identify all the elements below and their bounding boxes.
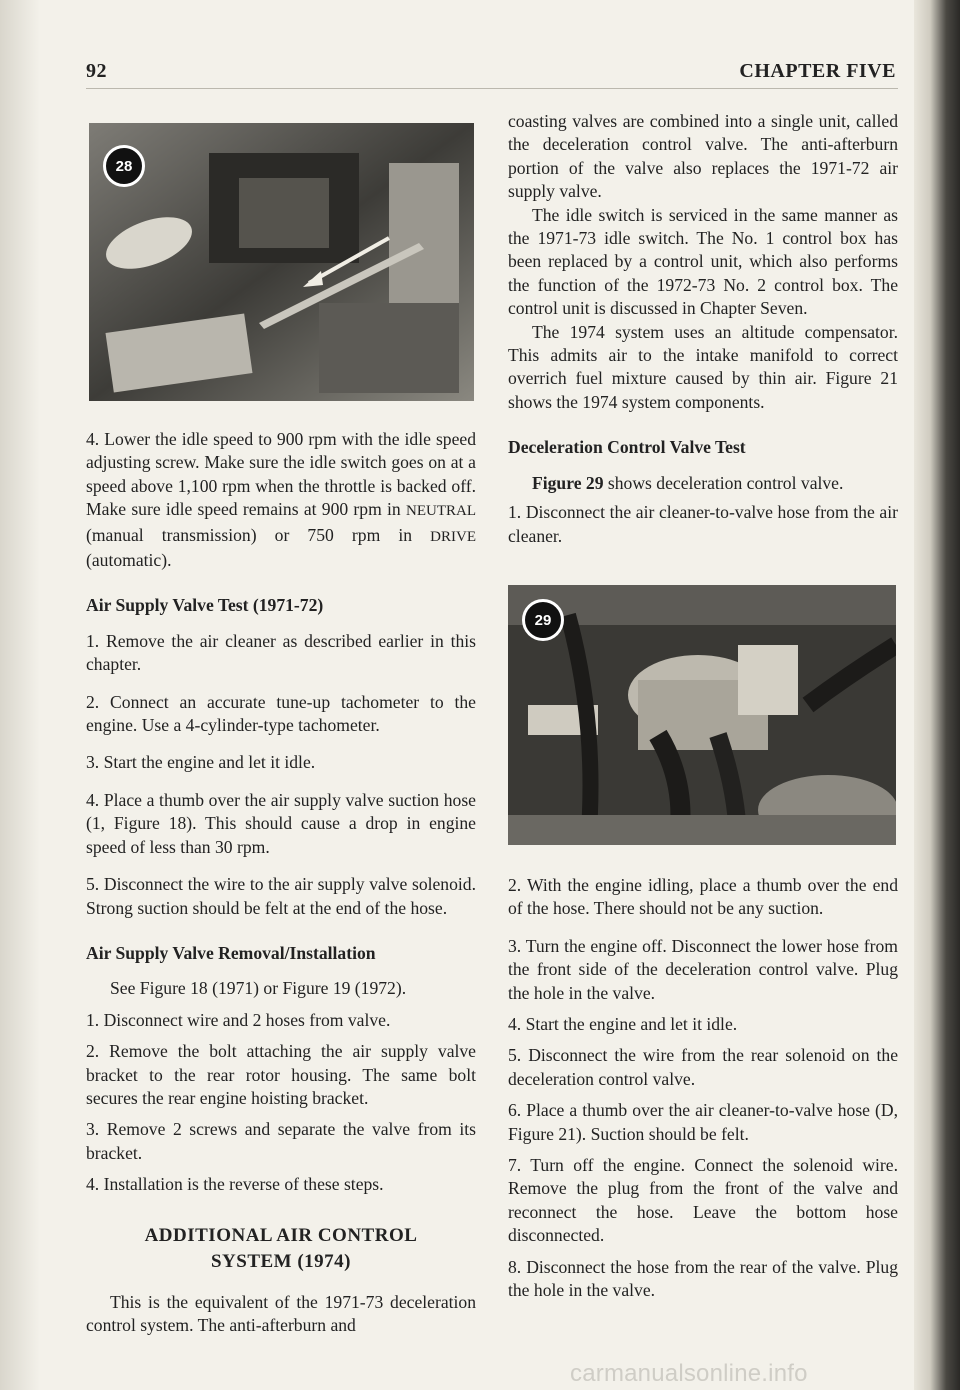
paragraph-figure-29-ref bbox=[508, 472, 898, 495]
figure-29-ref-rest: shows deceleration control valve. bbox=[603, 472, 844, 493]
heading-deceleration-test: Deceleration Control Valve Test bbox=[508, 437, 746, 458]
decel-step: 2. With the engine idling, place a thumb over the end of the hose. There should not be any suction. bbox=[508, 875, 898, 919]
right-column-continued bbox=[508, 874, 898, 1317]
neutral-smallcaps: NEUTRAL bbox=[406, 503, 476, 520]
page-edge-shadow bbox=[914, 0, 960, 1390]
watermark: carmanualsonline.info bbox=[570, 1360, 808, 1387]
test-step: 3. Start the engine and let it idle. bbox=[86, 752, 316, 773]
drive-smallcaps: DRIVE bbox=[430, 528, 476, 545]
paragraph-equivalent: This is the equivalent of the 1971-73 deceleration control system. The anti-afterburn and bbox=[86, 1291, 476, 1335]
test-step: 5. Disconnect the wire to the air supply valve solenoid. Strong suction should be felt at the end of the hose. bbox=[86, 874, 476, 918]
header-divider bbox=[86, 88, 898, 89]
decel-step: 5. Disconnect the wire from the rear solenoid on the deceleration control valve. bbox=[508, 1045, 898, 1089]
figure-29-badge: 29 bbox=[522, 599, 564, 641]
figure-29-photo bbox=[508, 585, 896, 845]
decel-step: 7. Turn off the engine. Connect the solenoid wire. Remove the plug from the front of the valve and reconnect the hose. Leave the bottom hose disconnected. bbox=[508, 1155, 898, 1246]
heading-additional-line-1: ADDITIONAL AIR CONTROL bbox=[144, 1224, 418, 1246]
decel-step: 6. Place a thumb over the air cleaner-to-valve hose (D, Figure 21). Suction should be felt. bbox=[508, 1100, 898, 1144]
paragraph-coasting: coasting valves are combined into a single unit, called the deceleration control valve. The anti-afterburn portion of the valve also replaces the 1971-72 air supply valve. bbox=[508, 111, 898, 202]
valve-photo-29 bbox=[508, 585, 896, 845]
heading-additional-line-2: SYSTEM (1974) bbox=[210, 1250, 352, 1272]
removal-step: 3. Remove 2 screws and separate the valve from its bracket. bbox=[86, 1119, 476, 1163]
removal-step: 1. Disconnect wire and 2 hoses from valve. bbox=[86, 1009, 391, 1030]
idle-speed-text-3: (automatic). bbox=[86, 550, 172, 571]
test-step: 2. Connect an accurate tune-up tachometer to the engine. Use a 4-cylinder-type tachometer. bbox=[86, 691, 476, 736]
test-step: 1. Remove the air cleaner as described earlier in this chapter. bbox=[86, 630, 476, 675]
page-gutter-shadow bbox=[0, 0, 40, 1390]
decel-step: 4. Start the engine and let it idle. bbox=[508, 1014, 738, 1035]
figure-28-badge: 28 bbox=[103, 145, 145, 187]
removal-step: 2. Remove the bolt attaching the air supply valve bracket to the rear rotor housing. The same bolt secures the rear engine hoisting bracket. bbox=[86, 1041, 476, 1108]
decel-step: 3. Turn the engine off. Disconnect the lower hose from the front side of the deceleration control valve. Plug the hole in the valve. bbox=[508, 935, 898, 1003]
idle-speed-text-2: (manual transmission) or 750 rpm in bbox=[86, 524, 431, 545]
test-step: 4. Place a thumb over the air supply valve suction hose (1, Figure 18). This should cause a drop in engine speed of less than 30 rpm. bbox=[86, 789, 476, 857]
figure-28-photo bbox=[89, 123, 474, 401]
heading-additional-air-control bbox=[86, 1223, 476, 1275]
right-column bbox=[508, 110, 898, 562]
paragraph-idle-speed bbox=[86, 428, 476, 572]
removal-step: 4. Installation is the reverse of these steps. bbox=[86, 1174, 384, 1195]
paragraph-altitude: The 1974 system uses an altitude compensator. This admits air to the intake manifold to correct overrich fuel mixture caused by thin air. Figure 21 shows the 1974 system components. bbox=[508, 321, 898, 412]
left-column bbox=[86, 428, 476, 1337]
heading-air-supply-removal: Air Supply Valve Removal/Installation bbox=[86, 942, 376, 963]
engine-bay-photo-28 bbox=[89, 123, 474, 401]
decel-step-1: 1. Disconnect the air cleaner-to-valve hose from the air cleaner. bbox=[508, 502, 898, 546]
heading-air-supply-valve-test: Air Supply Valve Test (1971-72) bbox=[86, 595, 324, 616]
idle-speed-text-1: 4. Lower the idle speed to 900 rpm with the idle speed adjusting screw. Make sure the idle switch goes on at a speed above 1,100 rpm when the throttle is backed off. Make sure idle speed remains at 900 rpm in bbox=[86, 429, 476, 520]
removal-intro: See Figure 18 (1971) or Figure 19 (1972). bbox=[110, 978, 407, 999]
paragraph-idle-switch: The idle switch is serviced in the same manner as the 1971-73 idle switch. The No. 1 control box has been replaced by a control unit, which also performs the function of the 1972-73 No. 2 control box. The control unit is discussed in Chapter Seven. bbox=[508, 204, 898, 319]
page-number: 92 bbox=[86, 60, 107, 82]
figure-29-ref: Figure 29 bbox=[532, 472, 604, 493]
chapter-title: CHAPTER FIVE bbox=[739, 60, 896, 82]
decel-step: 8. Disconnect the hose from the rear of the valve. Plug the hole in the valve. bbox=[508, 1256, 898, 1301]
